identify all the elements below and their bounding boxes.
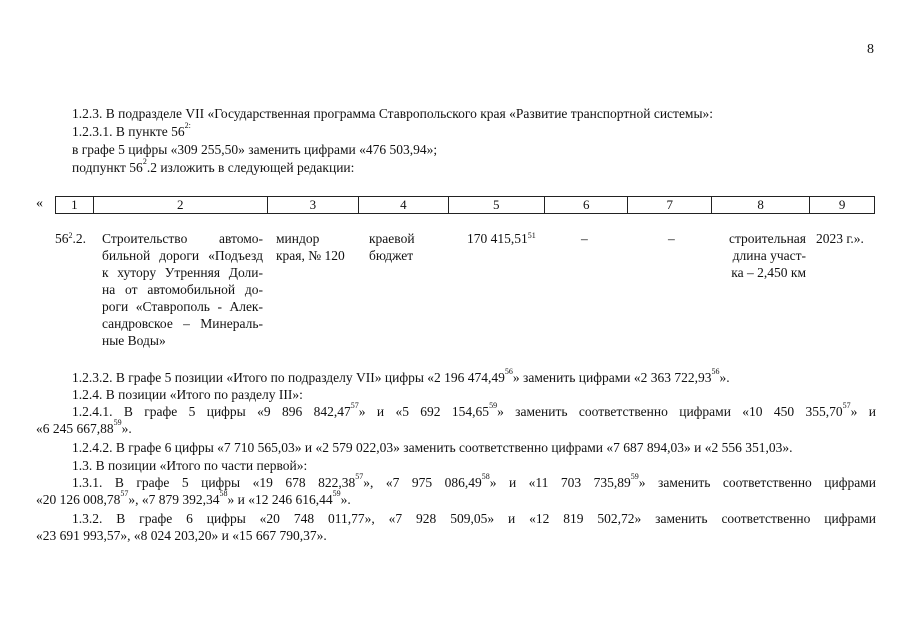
para-1-3-2: 1.3.2. В графе 6 цифры «20 748 011,77», «7 928 509,05» и «12 819 502,72» заменить соответственно цифрами <box>72 511 876 526</box>
para-1-2-4-2: 1.2.4.2. В графе 6 цифры «7 710 565,03» и «2 579 022,03» заменить соответственно цифрами «7 687 894,03» и «2 556 351,03». <box>72 440 793 455</box>
column-header-table <box>55 196 875 214</box>
col-header-6: 6 <box>544 197 627 214</box>
para-1-3: 1.3. В позиции «Итого по части первой»: <box>72 458 308 473</box>
col-header-1: 1 <box>56 197 94 214</box>
para-1-2-4-1: 1.2.4.1. В графе 5 цифры «9 896 842,47$^{57}$» и «5 692 154,65$^{59}$» заменить соответственно цифрами «10 450 355,70$^{57}$» и <box>72 401 876 419</box>
para-1-3-1-cont: «20 126 008,78$^{57}$», «7 879 392,34$^{58}$» и «12 246 616,44$^{59}$». <box>36 489 351 507</box>
col-header-4: 4 <box>359 197 448 214</box>
row-capacity: строительная длина участ- ка – 2,450 км <box>729 231 806 280</box>
row-object-name: Строительство автомо- бильной дороги «Подъезд к хутору Утренняя Доли- на от автомобильной до- роги «Ставрополь - Алек- сандровское – Минераль- ные Воды» <box>102 231 263 348</box>
col-header-2: 2 <box>93 197 267 214</box>
row-col6: – <box>581 231 588 246</box>
intro-line-3: в графе 5 цифры «309 255,50» заменить цифрами «476 503,94»; <box>72 142 438 157</box>
para-1-2-3-2: 1.2.3.2. В графе 5 позиции «Итого по подразделу VII» цифры «2 196 474,49$^{56}$» заменить цифрами «2 363 722,93$^{56}$». <box>72 367 730 385</box>
col-header-7: 7 <box>628 197 711 214</box>
open-quote: « <box>36 196 43 211</box>
col-header-5: 5 <box>448 197 544 214</box>
row-customer: миндор края, № 120 <box>276 231 345 263</box>
col-header-9: 9 <box>810 197 875 214</box>
col-header-8: 8 <box>711 197 809 214</box>
col-header-3: 3 <box>267 197 358 214</box>
para-1-2-4-1-cont: «6 245 667,88$^{59}$». <box>36 418 132 436</box>
row-source: краевой бюджет <box>369 231 415 263</box>
intro-line-2: 1.2.3.1. В пункте $56^{2:}$ <box>72 121 191 139</box>
intro-line-4: подпункт $56^2.2$ изложить в следующей редакции: <box>72 157 355 175</box>
row-year: 2023 г.». <box>816 231 864 246</box>
row-col7: – <box>668 231 675 246</box>
row-amount: 170 415,51$^{51}$ <box>467 231 536 246</box>
intro-line-1: 1.2.3. В подразделе VII «Государственная программа Ставропольского края «Развитие транспортной системы»: <box>72 106 714 121</box>
para-1-3-2-cont: «23 691 993,57», «8 024 203,20» и «15 667 790,37». <box>36 528 327 543</box>
row-number: $56^2.2$. <box>55 231 86 246</box>
para-1-3-1: 1.3.1. В графе 5 цифры «19 678 822,38$^{57}$», «7 975 086,49$^{58}$» и «11 703 735,89$^{59}$» заменить соответственно цифрами <box>72 472 876 490</box>
para-1-2-4: 1.2.4. В позиции «Итого по разделу III»: <box>72 387 303 402</box>
page-number: 8 <box>867 42 874 57</box>
